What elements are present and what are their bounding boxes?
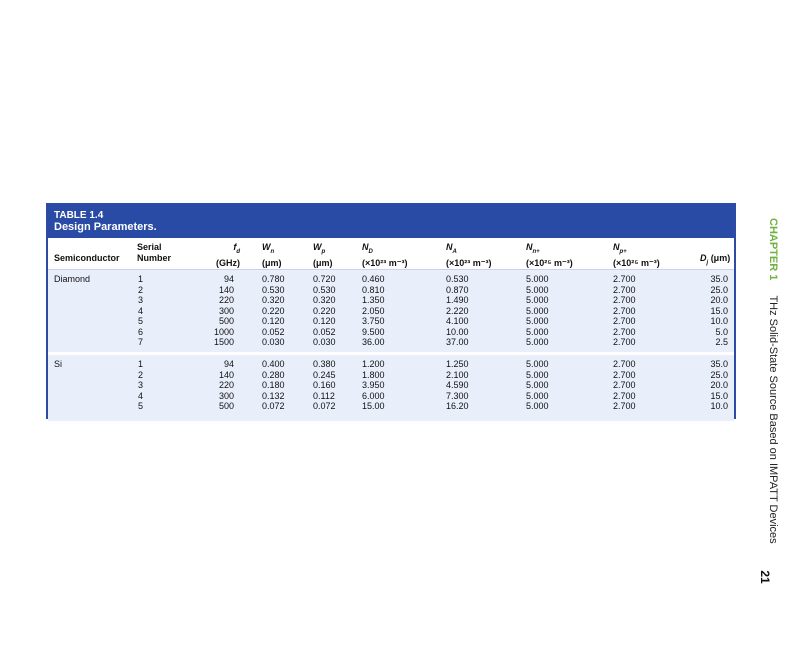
cell-wn: 0.072 bbox=[262, 401, 285, 411]
cell-np: 2.700 bbox=[613, 390, 636, 401]
cell-fd: 94 bbox=[223, 274, 234, 284]
cell-wp: 0.380 bbox=[313, 359, 336, 369]
header-nd: $N_D$ (×10²³ m⁻³) bbox=[362, 242, 408, 268]
cell-nd: 1.200 bbox=[362, 359, 385, 369]
cell-nn: 5.000 bbox=[526, 337, 549, 347]
running-head bbox=[767, 218, 779, 544]
cell-serial: 4 bbox=[138, 305, 144, 316]
cell-nd: 15.00 bbox=[362, 401, 385, 411]
header-na: $N_A$ (×10²³ m⁻³) bbox=[446, 242, 492, 268]
cell-serial: 3 bbox=[138, 380, 144, 390]
cell-nn: 5.000 bbox=[526, 401, 549, 411]
cell-np: 2.700 bbox=[613, 295, 636, 305]
cell-serial: 7 bbox=[138, 337, 144, 347]
cell-nn: 5.000 bbox=[526, 380, 549, 390]
cell-nd: 9.500 bbox=[362, 326, 385, 337]
cell-dj: 35.0 bbox=[710, 274, 728, 284]
cell-nn: 5.000 bbox=[526, 284, 549, 295]
cell-serial: 2 bbox=[138, 284, 144, 295]
cell-nd: 36.00 bbox=[362, 337, 385, 347]
cell-wp: 0.220 bbox=[313, 305, 336, 316]
group-si bbox=[48, 355, 734, 421]
cell-np: 2.700 bbox=[613, 359, 636, 369]
table-header bbox=[48, 238, 734, 270]
cell-wn: 0.120 bbox=[262, 316, 285, 326]
cell-nd: 3.750 bbox=[362, 316, 385, 326]
cell-dj: 5.0 bbox=[715, 326, 728, 337]
cell-na: 1.250 bbox=[446, 359, 469, 369]
cell-nn: 5.000 bbox=[526, 390, 549, 401]
cell-na: 37.00 bbox=[446, 337, 469, 347]
cell-nd: 6.000 bbox=[362, 390, 385, 401]
cell-dj: 10.0 bbox=[710, 316, 728, 326]
cell-dj: 2.5 bbox=[715, 337, 728, 347]
chapter-title: THz Solid-State Source Based on IMPATT Devices bbox=[767, 295, 779, 544]
cell-na: 4.100 bbox=[446, 316, 469, 326]
cell-serial: 5 bbox=[138, 316, 144, 326]
cell-wn: 0.780 bbox=[262, 274, 285, 284]
cell-wp: 0.530 bbox=[313, 284, 336, 295]
cell-wp: 0.720 bbox=[313, 274, 336, 284]
cell-np: 2.700 bbox=[613, 369, 636, 380]
table-caption bbox=[48, 205, 734, 238]
cell-dj: 25.0 bbox=[710, 284, 728, 295]
cell-wn: 0.180 bbox=[262, 380, 285, 390]
cell-fd: 500 bbox=[218, 401, 234, 411]
cell-nd: 0.810 bbox=[362, 284, 385, 295]
header-wn: $W_n$ (μm) bbox=[262, 242, 282, 268]
cell-fd: 1000 bbox=[213, 326, 234, 337]
cell-nd: 2.050 bbox=[362, 305, 385, 316]
chapter-label: CHAPTER 1 bbox=[767, 218, 779, 281]
cell-fd: 500 bbox=[218, 316, 234, 326]
cell-dj: 15.0 bbox=[710, 390, 728, 401]
cell-nn: 5.000 bbox=[526, 326, 549, 337]
cell-wn: 0.132 bbox=[262, 390, 285, 401]
cell-na: 2.220 bbox=[446, 305, 469, 316]
cell-na: 0.870 bbox=[446, 284, 469, 295]
cell-np: 2.700 bbox=[613, 316, 636, 326]
cell-nd: 0.460 bbox=[362, 274, 385, 284]
cell-wp: 0.030 bbox=[313, 337, 336, 347]
cell-nd: 1.350 bbox=[362, 295, 385, 305]
cell-fd: 220 bbox=[218, 295, 234, 305]
cell-dj: 25.0 bbox=[710, 369, 728, 380]
cell-nn: 5.000 bbox=[526, 316, 549, 326]
cell-serial: 5 bbox=[138, 401, 144, 411]
cell-serial: 4 bbox=[138, 390, 144, 401]
table-title: Design Parameters. bbox=[54, 221, 157, 233]
header-semiconductor: Semiconductor bbox=[54, 253, 120, 263]
semiconductor-name: Si bbox=[54, 359, 63, 369]
cell-wn: 0.400 bbox=[262, 359, 285, 369]
cell-wp: 0.160 bbox=[313, 380, 336, 390]
cell-fd: 300 bbox=[218, 305, 234, 316]
cell-nn: 5.000 bbox=[526, 274, 549, 284]
cell-nd: 3.950 bbox=[362, 380, 385, 390]
cell-serial: 2 bbox=[138, 369, 144, 380]
design-parameters-table bbox=[46, 203, 736, 419]
cell-serial: 1 bbox=[138, 359, 144, 369]
table-label: TABLE 1.4 bbox=[54, 210, 104, 221]
cell-np: 2.700 bbox=[613, 274, 636, 284]
cell-np: 2.700 bbox=[613, 401, 636, 411]
cell-nn: 5.000 bbox=[526, 359, 549, 369]
header-wp: $W_p$ (μm) bbox=[313, 242, 333, 268]
cell-fd: 94 bbox=[223, 359, 234, 369]
cell-dj: 20.0 bbox=[710, 295, 728, 305]
cell-wn: 0.320 bbox=[262, 295, 285, 305]
header-np: $N_{p+}$ (×10²⁵ m⁻³) bbox=[613, 242, 660, 268]
header-fd: $f_d$ (GHz) bbox=[216, 242, 240, 268]
cell-na: 4.590 bbox=[446, 380, 469, 390]
cell-np: 2.700 bbox=[613, 284, 636, 295]
cell-wp: 0.052 bbox=[313, 326, 336, 337]
cell-fd: 1500 bbox=[213, 337, 234, 347]
cell-wn: 0.052 bbox=[262, 326, 285, 337]
cell-serial: 3 bbox=[138, 295, 144, 305]
page-number: 21 bbox=[758, 570, 772, 584]
header-dj: $D_j$ (μm) bbox=[700, 253, 731, 266]
cell-wp: 0.245 bbox=[313, 369, 336, 380]
cell-na: 7.300 bbox=[446, 390, 469, 401]
cell-nd: 1.800 bbox=[362, 369, 385, 380]
cell-wn: 0.220 bbox=[262, 305, 285, 316]
group-diamond bbox=[48, 270, 734, 352]
cell-fd: 140 bbox=[218, 369, 234, 380]
cell-np: 2.700 bbox=[613, 337, 636, 347]
cell-np: 2.700 bbox=[613, 326, 636, 337]
cell-np: 2.700 bbox=[613, 305, 636, 316]
cell-na: 16.20 bbox=[446, 401, 469, 411]
semiconductor-name: Diamond bbox=[54, 274, 91, 284]
cell-wp: 0.120 bbox=[313, 316, 336, 326]
header-nn: $N_{n+}$ (×10²⁵ m⁻³) bbox=[526, 242, 573, 268]
header-serial: Serial Number bbox=[137, 242, 172, 263]
cell-np: 2.700 bbox=[613, 380, 636, 390]
cell-nn: 5.000 bbox=[526, 369, 549, 380]
cell-wp: 0.112 bbox=[313, 390, 335, 401]
cell-na: 1.490 bbox=[446, 295, 469, 305]
cell-dj: 35.0 bbox=[710, 359, 728, 369]
cell-na: 10.00 bbox=[446, 326, 469, 337]
cell-wp: 0.072 bbox=[313, 401, 336, 411]
cell-serial: 1 bbox=[138, 274, 144, 284]
cell-fd: 220 bbox=[218, 380, 234, 390]
cell-wn: 0.030 bbox=[262, 337, 285, 347]
cell-wn: 0.530 bbox=[262, 284, 285, 295]
cell-dj: 15.0 bbox=[710, 305, 728, 316]
cell-na: 2.100 bbox=[446, 369, 469, 380]
cell-fd: 140 bbox=[218, 284, 234, 295]
cell-wp: 0.320 bbox=[313, 295, 336, 305]
cell-dj: 10.0 bbox=[710, 401, 728, 411]
cell-fd: 300 bbox=[218, 390, 234, 401]
cell-nn: 5.000 bbox=[526, 305, 549, 316]
cell-nn: 5.000 bbox=[526, 295, 549, 305]
cell-dj: 20.0 bbox=[710, 380, 728, 390]
cell-serial: 6 bbox=[138, 326, 144, 337]
cell-na: 0.530 bbox=[446, 274, 469, 284]
cell-wn: 0.280 bbox=[262, 369, 285, 380]
